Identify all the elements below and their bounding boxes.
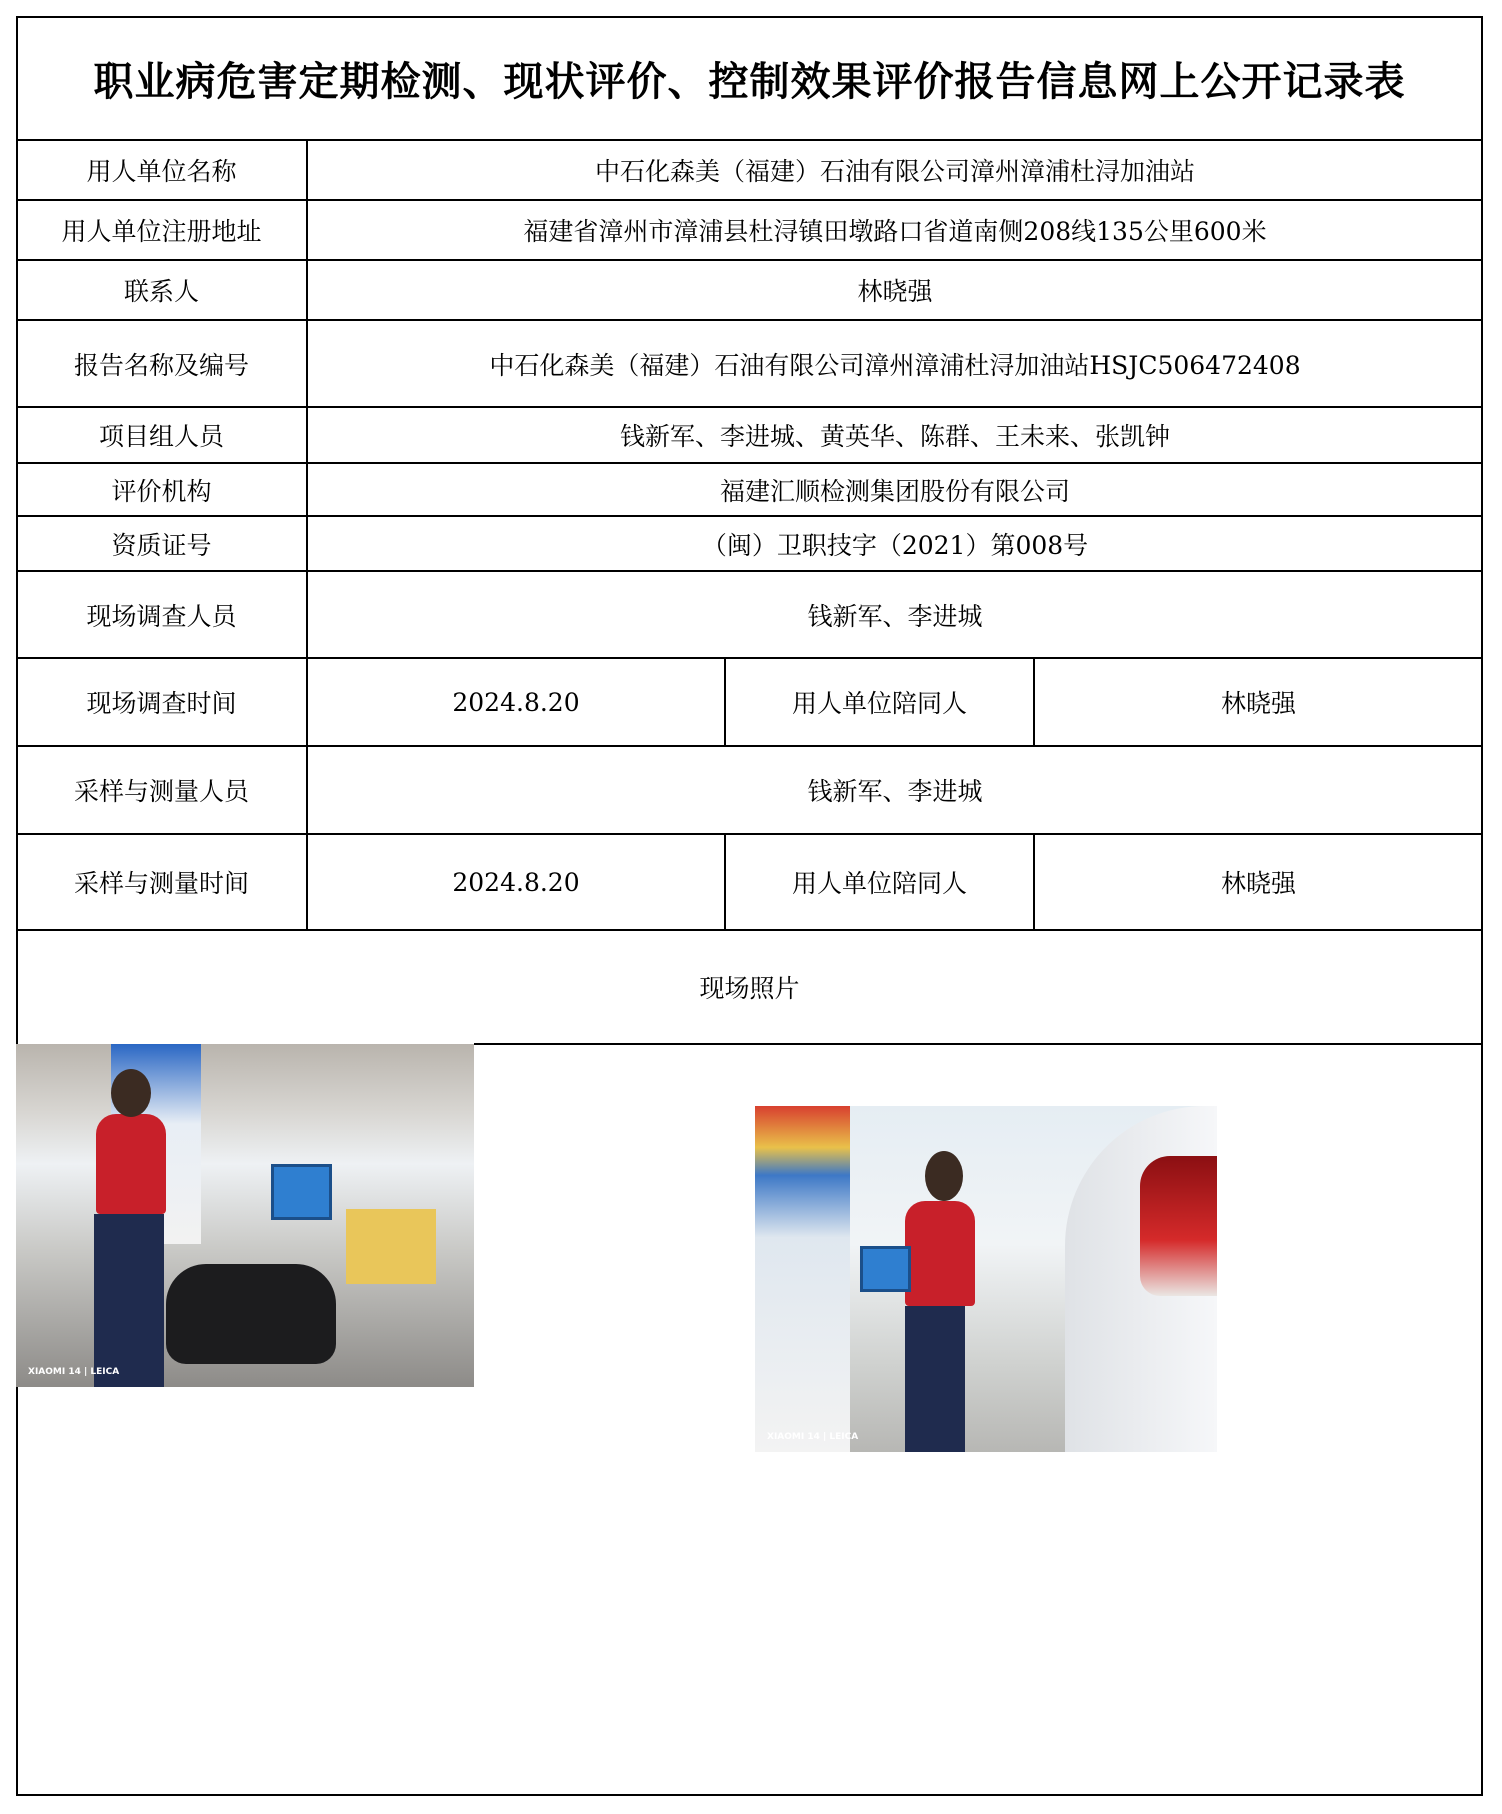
- label-project-team: 项目组人员: [98, 422, 224, 451]
- value-employer-name: 中石化森美（福建）石油有限公司漳州漳浦杜浔加油站: [594, 157, 1195, 186]
- value-sampling-staff: 钱新军、李进城: [807, 777, 983, 806]
- value-project-team: 钱新军、李进城、黄英华、陈群、王未来、张凯钟: [619, 422, 1170, 451]
- label-sampling-time: 采样与测量时间: [73, 869, 249, 898]
- value-site-survey-staff: 钱新军、李进城: [807, 601, 983, 631]
- label-sampling-accompany: 用人单位陪同人: [791, 869, 967, 898]
- label-registered-address: 用人单位注册地址: [61, 217, 262, 246]
- photos-heading: 现场照片: [699, 974, 800, 1003]
- value-evaluation-agency: 福建汇顺检测集团股份有限公司: [719, 476, 1070, 506]
- label-contact: 联系人: [123, 277, 199, 306]
- label-survey-accompany: 用人单位陪同人: [791, 689, 967, 718]
- label-site-survey-time: 现场调查时间: [86, 689, 237, 718]
- page-title: 职业病危害定期检测、现状评价、控制效果评价报告信息网上公开记录表: [93, 57, 1406, 105]
- label-report-name: 报告名称及编号: [73, 350, 249, 380]
- value-survey-accompany: 林晓强: [1220, 689, 1296, 718]
- label-sampling-staff: 采样与测量人员: [73, 777, 249, 806]
- camera-watermark: XIAOMI 14 | LEICA: [767, 1432, 859, 1442]
- value-site-survey-time: 2024.8.20: [452, 687, 580, 717]
- site-photo-1: [16, 1044, 474, 1387]
- camera-watermark: XIAOMI 14 | LEICA: [28, 1367, 120, 1377]
- value-qualification-number: （闽）卫职技字（2021）第008号: [701, 530, 1089, 560]
- value-sampling-time: 2024.8.20: [452, 867, 580, 897]
- value-report-name: 中石化森美（福建）石油有限公司漳州漳浦杜浔加油站HSJC506472408: [489, 350, 1301, 380]
- label-evaluation-agency: 评价机构: [111, 476, 212, 506]
- label-employer-name: 用人单位名称: [86, 157, 237, 186]
- label-site-survey-staff: 现场调查人员: [86, 601, 237, 631]
- label-qualification-number: 资质证号: [111, 530, 212, 560]
- site-photo-2: [755, 1106, 1217, 1452]
- value-registered-address: 福建省漳州市漳浦县杜浔镇田墩路口省道南侧208线135公里600米: [523, 217, 1267, 246]
- value-sampling-accompany: 林晓强: [1220, 869, 1296, 898]
- value-contact: 林晓强: [857, 277, 933, 306]
